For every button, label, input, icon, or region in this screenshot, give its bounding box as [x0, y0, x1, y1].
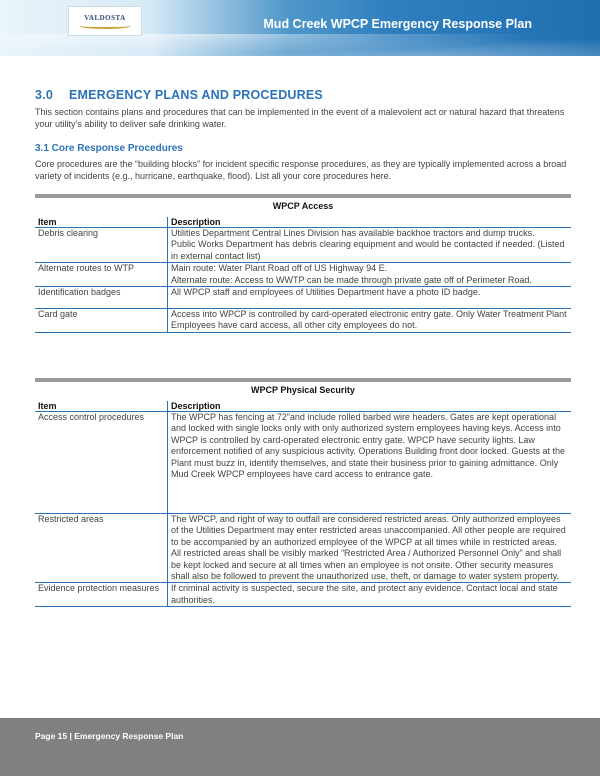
security-table-grid [35, 401, 571, 607]
description-line: Access into WPCP is controlled by card-operated electronic entry gate. Only Water Treatment Plant Employees have card access, all other city employees do not. [171, 309, 567, 331]
row-description [168, 287, 572, 309]
table-row [35, 412, 571, 514]
footer-page-label: Page 15 | Emergency Response Plan [35, 731, 184, 741]
header-band [0, 0, 600, 56]
section-number: 3.0 [35, 88, 53, 102]
table-row [35, 514, 571, 583]
description-line: Public Works Department has debris clearing equipment and would be contacted if needed. (Listed in external contact list) [171, 239, 565, 261]
description-line: Utilities Department Central Lines Division has available backhoe tractors and dump trucks. [171, 228, 535, 238]
description-line: All WPCP staff and employees of Utilities Department have a photo ID badge. [171, 287, 481, 298]
table-top-bar [35, 194, 571, 198]
wpcp-physical-security-table [35, 378, 571, 607]
subsection-heading: 3.1 Core Response Procedures [35, 143, 183, 154]
table-title: WPCP Access [272, 201, 334, 211]
logo-swoosh-icon [79, 23, 131, 29]
section-intro: This section contains plans and procedures that can be implemented in the event of a malevolent act or natural hazard that threatens your utility’s ability to deliver safe drinking water. [35, 107, 565, 129]
section-title: EMERGENCY PLANS AND PROCEDURES [69, 88, 323, 102]
row-description [168, 309, 572, 333]
table-header-row [35, 217, 571, 228]
description-line: The WPCP has fencing at 72”and include rolled barbed wire headers. Gates are kept operational and locked with single locks only with only authorized system employees having keys. Access into WPCP is controlled by card-operated electronic entry gate. WPCP have security lights. Law enforcement notified of any suspicious activity. Operations Building front door locked. Guests at the Plant must buzz in, identify themselves, and state their business prior to gaining admittance. Only Mud Creek WPCP employees have card access to entrance gate. [171, 412, 566, 480]
row-item: Card gate [35, 309, 168, 333]
table-title: WPCP Physical Security [251, 385, 355, 395]
table-row [35, 263, 571, 287]
row-item: Access control procedures [35, 412, 168, 514]
table-row [35, 309, 571, 333]
row-item: Restricted areas [35, 514, 168, 583]
description-line: The WPCP, and right of way to outfall are considered restricted areas. Only authorized employees of the Utilities Department may enter restricted areas unaccompanied. All other people are required to be accompanied by an authorized employee of the WPCP at all times while in restricted areas. All restricted areas shall be visibly marked “Restricted Area / Authorized Personnel Only” and shall be kept locked and secure at all times when an employee is not onsite. Other security measures shall also be followed to prevent the unauthorized use, theft, or damage to water system property. [171, 514, 566, 582]
table-top-bar [35, 378, 571, 382]
logo-text: VALDOSTA [84, 14, 126, 22]
main-content [35, 88, 571, 182]
table-row [35, 583, 571, 607]
document-title: Mud Creek WPCP Emergency Response Plan [263, 17, 532, 31]
table-row [35, 287, 571, 309]
description-line: Alternate route: Access to WWTP can be made through private gate off of Perimeter Road. [171, 274, 532, 285]
row-item: Identification badges [35, 287, 168, 309]
valdosta-logo [68, 6, 142, 36]
access-table-grid [35, 217, 571, 333]
subsection-intro: Core procedures are the “building blocks” for incident specific response procedures, as they are typically implemented across a broad variety of incidents (e.g., hurricane, earthquake, flood). List all your core procedures here. [35, 159, 567, 181]
wpcp-access-table [35, 194, 571, 333]
table-row [35, 228, 571, 263]
row-description [168, 263, 572, 287]
table-header-row [35, 401, 571, 412]
description-line: If criminal activity is suspected, secure the site, and protect any evidence. Contact local and state authorities. [171, 583, 558, 605]
column-header-item: Item [35, 217, 168, 228]
row-item: Alternate routes to WTP [35, 263, 168, 287]
row-item: Evidence protection measures [35, 583, 168, 607]
row-item: Debris clearing [35, 228, 168, 263]
row-description [168, 412, 572, 514]
header-wave-decoration [0, 34, 600, 56]
row-description [168, 583, 572, 607]
row-description [168, 228, 572, 263]
column-header-description: Description [168, 217, 572, 228]
page-footer [0, 718, 600, 776]
column-header-description: Description [168, 401, 572, 412]
description-line: Main route: Water Plant Road off of US Highway 94 E. [171, 263, 388, 274]
row-description [168, 514, 572, 583]
section-heading [35, 88, 571, 102]
column-header-item: Item [35, 401, 168, 412]
